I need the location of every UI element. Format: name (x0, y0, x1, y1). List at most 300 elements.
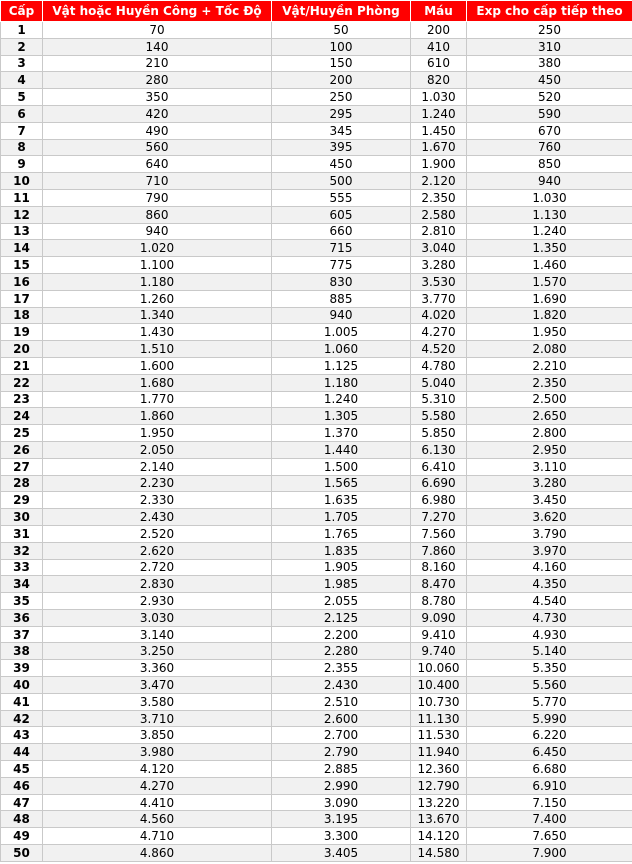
cell-defense: 200 (272, 72, 411, 89)
cell-defense: 555 (272, 189, 411, 206)
table-row (1, 509, 632, 526)
cell-level: 11 (1, 189, 43, 206)
header-exp-next: Exp cho cấp tiếp theo (467, 1, 632, 22)
table-row (1, 559, 632, 576)
cell-exp-next: 250 (467, 22, 632, 39)
cell-hp: 13.670 (411, 811, 467, 828)
table-row (1, 324, 632, 341)
table-body (1, 22, 632, 862)
cell-hp: 6.690 (411, 475, 467, 492)
cell-attack-speed: 4.560 (43, 811, 272, 828)
cell-attack-speed: 280 (43, 72, 272, 89)
cell-attack-speed: 1.340 (43, 307, 272, 324)
cell-exp-next: 520 (467, 89, 632, 106)
cell-defense: 1.985 (272, 576, 411, 593)
cell-hp: 1.670 (411, 139, 467, 156)
cell-hp: 3.040 (411, 240, 467, 257)
cell-exp-next: 2.080 (467, 341, 632, 358)
table-row (1, 593, 632, 610)
cell-level: 7 (1, 122, 43, 139)
cell-exp-next: 5.140 (467, 643, 632, 660)
table-row (1, 761, 632, 778)
cell-defense: 940 (272, 307, 411, 324)
cell-defense: 3.405 (272, 845, 411, 862)
cell-exp-next: 5.770 (467, 693, 632, 710)
table-row (1, 542, 632, 559)
cell-defense: 2.055 (272, 593, 411, 610)
cell-level: 20 (1, 341, 43, 358)
cell-attack-speed: 1.020 (43, 240, 272, 257)
table-row (1, 845, 632, 862)
cell-hp: 8.160 (411, 559, 467, 576)
cell-level: 12 (1, 206, 43, 223)
cell-level: 50 (1, 845, 43, 862)
cell-defense: 2.510 (272, 693, 411, 710)
cell-hp: 8.470 (411, 576, 467, 593)
cell-level: 18 (1, 307, 43, 324)
cell-level: 9 (1, 156, 43, 173)
cell-exp-next: 6.220 (467, 727, 632, 744)
cell-level: 23 (1, 391, 43, 408)
cell-defense: 395 (272, 139, 411, 156)
cell-exp-next: 4.730 (467, 609, 632, 626)
cell-hp: 4.520 (411, 341, 467, 358)
cell-level: 25 (1, 425, 43, 442)
cell-attack-speed: 3.470 (43, 677, 272, 694)
cell-defense: 2.600 (272, 710, 411, 727)
cell-hp: 6.130 (411, 441, 467, 458)
table-row (1, 307, 632, 324)
cell-defense: 345 (272, 122, 411, 139)
cell-hp: 1.240 (411, 105, 467, 122)
cell-hp: 10.060 (411, 660, 467, 677)
cell-level: 27 (1, 458, 43, 475)
cell-hp: 5.040 (411, 374, 467, 391)
cell-level: 48 (1, 811, 43, 828)
cell-hp: 6.980 (411, 492, 467, 509)
table-row (1, 341, 632, 358)
cell-defense: 1.835 (272, 542, 411, 559)
cell-attack-speed: 1.680 (43, 374, 272, 391)
cell-exp-next: 6.910 (467, 777, 632, 794)
cell-attack-speed: 2.930 (43, 593, 272, 610)
cell-attack-speed: 1.510 (43, 341, 272, 358)
table-row (1, 189, 632, 206)
cell-hp: 12.360 (411, 761, 467, 778)
table-row (1, 240, 632, 257)
cell-defense: 450 (272, 156, 411, 173)
cell-level: 38 (1, 643, 43, 660)
cell-level: 40 (1, 677, 43, 694)
cell-defense: 1.305 (272, 408, 411, 425)
table-row (1, 525, 632, 542)
cell-level: 39 (1, 660, 43, 677)
cell-level: 42 (1, 710, 43, 727)
cell-exp-next: 1.950 (467, 324, 632, 341)
table-row (1, 492, 632, 509)
header-hp: Máu (411, 1, 467, 22)
table-row (1, 72, 632, 89)
cell-level: 14 (1, 240, 43, 257)
cell-attack-speed: 420 (43, 105, 272, 122)
cell-defense: 250 (272, 89, 411, 106)
cell-attack-speed: 2.330 (43, 492, 272, 509)
cell-level: 37 (1, 626, 43, 643)
cell-level: 34 (1, 576, 43, 593)
table-row (1, 626, 632, 643)
cell-exp-next: 850 (467, 156, 632, 173)
cell-exp-next: 5.560 (467, 677, 632, 694)
table-row (1, 425, 632, 442)
cell-defense: 775 (272, 257, 411, 274)
cell-attack-speed: 1.860 (43, 408, 272, 425)
table-row (1, 206, 632, 223)
cell-hp: 2.810 (411, 223, 467, 240)
cell-exp-next: 4.160 (467, 559, 632, 576)
cell-attack-speed: 210 (43, 55, 272, 72)
cell-hp: 4.020 (411, 307, 467, 324)
table-row (1, 794, 632, 811)
table-row (1, 643, 632, 660)
cell-level: 15 (1, 257, 43, 274)
cell-exp-next: 1.030 (467, 189, 632, 206)
cell-defense: 1.705 (272, 509, 411, 526)
cell-attack-speed: 4.270 (43, 777, 272, 794)
cell-exp-next: 1.350 (467, 240, 632, 257)
cell-defense: 2.885 (272, 761, 411, 778)
cell-exp-next: 1.240 (467, 223, 632, 240)
cell-defense: 3.090 (272, 794, 411, 811)
cell-hp: 6.410 (411, 458, 467, 475)
cell-exp-next: 7.150 (467, 794, 632, 811)
cell-hp: 9.410 (411, 626, 467, 643)
table-row (1, 744, 632, 761)
cell-defense: 1.370 (272, 425, 411, 442)
cell-defense: 2.790 (272, 744, 411, 761)
cell-defense: 605 (272, 206, 411, 223)
cell-exp-next: 2.500 (467, 391, 632, 408)
cell-defense: 2.355 (272, 660, 411, 677)
cell-level: 45 (1, 761, 43, 778)
cell-attack-speed: 4.860 (43, 845, 272, 862)
cell-attack-speed: 3.710 (43, 710, 272, 727)
cell-exp-next: 1.570 (467, 273, 632, 290)
cell-exp-next: 1.130 (467, 206, 632, 223)
cell-defense: 2.700 (272, 727, 411, 744)
table-row (1, 139, 632, 156)
cell-defense: 1.440 (272, 441, 411, 458)
cell-exp-next: 2.950 (467, 441, 632, 458)
cell-level: 10 (1, 173, 43, 190)
cell-hp: 8.780 (411, 593, 467, 610)
cell-exp-next: 670 (467, 122, 632, 139)
table-row (1, 55, 632, 72)
cell-defense: 50 (272, 22, 411, 39)
cell-attack-speed: 1.770 (43, 391, 272, 408)
cell-defense: 1.565 (272, 475, 411, 492)
header-row (1, 1, 632, 22)
cell-level: 3 (1, 55, 43, 72)
cell-exp-next: 7.900 (467, 845, 632, 862)
cell-level: 41 (1, 693, 43, 710)
cell-hp: 7.560 (411, 525, 467, 542)
cell-defense: 500 (272, 173, 411, 190)
cell-attack-speed: 2.430 (43, 509, 272, 526)
header-attack-speed: Vật hoặc Huyền Công + Tốc Độ (43, 1, 272, 22)
cell-attack-speed: 4.120 (43, 761, 272, 778)
cell-hp: 5.580 (411, 408, 467, 425)
cell-attack-speed: 2.230 (43, 475, 272, 492)
cell-hp: 11.130 (411, 710, 467, 727)
cell-exp-next: 2.800 (467, 425, 632, 442)
cell-attack-speed: 790 (43, 189, 272, 206)
cell-attack-speed: 2.720 (43, 559, 272, 576)
cell-defense: 1.060 (272, 341, 411, 358)
cell-attack-speed: 2.140 (43, 458, 272, 475)
cell-exp-next: 5.350 (467, 660, 632, 677)
table-row (1, 609, 632, 626)
cell-level: 1 (1, 22, 43, 39)
cell-hp: 3.280 (411, 257, 467, 274)
table-row (1, 89, 632, 106)
cell-hp: 1.030 (411, 89, 467, 106)
cell-defense: 1.180 (272, 374, 411, 391)
cell-defense: 2.280 (272, 643, 411, 660)
cell-defense: 295 (272, 105, 411, 122)
cell-hp: 7.270 (411, 509, 467, 526)
cell-level: 30 (1, 509, 43, 526)
cell-exp-next: 2.350 (467, 374, 632, 391)
cell-defense: 830 (272, 273, 411, 290)
cell-exp-next: 4.540 (467, 593, 632, 610)
cell-hp: 4.780 (411, 357, 467, 374)
cell-exp-next: 3.970 (467, 542, 632, 559)
cell-level: 43 (1, 727, 43, 744)
cell-defense: 150 (272, 55, 411, 72)
cell-exp-next: 7.650 (467, 828, 632, 845)
cell-hp: 11.940 (411, 744, 467, 761)
table-row (1, 828, 632, 845)
table-row (1, 38, 632, 55)
cell-exp-next: 450 (467, 72, 632, 89)
cell-attack-speed: 70 (43, 22, 272, 39)
cell-level: 24 (1, 408, 43, 425)
cell-attack-speed: 1.260 (43, 290, 272, 307)
cell-hp: 10.400 (411, 677, 467, 694)
cell-attack-speed: 940 (43, 223, 272, 240)
table-row (1, 374, 632, 391)
table-row (1, 357, 632, 374)
cell-exp-next: 590 (467, 105, 632, 122)
cell-attack-speed: 4.710 (43, 828, 272, 845)
cell-defense: 2.430 (272, 677, 411, 694)
table-row (1, 122, 632, 139)
cell-exp-next: 2.650 (467, 408, 632, 425)
cell-defense: 715 (272, 240, 411, 257)
cell-exp-next: 5.990 (467, 710, 632, 727)
table-row (1, 173, 632, 190)
cell-defense: 100 (272, 38, 411, 55)
cell-level: 16 (1, 273, 43, 290)
cell-level: 17 (1, 290, 43, 307)
table-row (1, 257, 632, 274)
cell-defense: 1.765 (272, 525, 411, 542)
cell-level: 2 (1, 38, 43, 55)
cell-hp: 10.730 (411, 693, 467, 710)
cell-defense: 1.240 (272, 391, 411, 408)
cell-hp: 9.740 (411, 643, 467, 660)
cell-defense: 2.125 (272, 609, 411, 626)
cell-attack-speed: 4.410 (43, 794, 272, 811)
cell-level: 29 (1, 492, 43, 509)
cell-exp-next: 760 (467, 139, 632, 156)
cell-level: 46 (1, 777, 43, 794)
cell-defense: 3.195 (272, 811, 411, 828)
cell-level: 36 (1, 609, 43, 626)
table-row (1, 710, 632, 727)
cell-attack-speed: 710 (43, 173, 272, 190)
cell-level: 13 (1, 223, 43, 240)
table-row (1, 223, 632, 240)
cell-attack-speed: 2.620 (43, 542, 272, 559)
table-row (1, 105, 632, 122)
table-row (1, 475, 632, 492)
cell-level: 5 (1, 89, 43, 106)
cell-attack-speed: 1.600 (43, 357, 272, 374)
cell-defense: 3.300 (272, 828, 411, 845)
cell-hp: 410 (411, 38, 467, 55)
cell-defense: 885 (272, 290, 411, 307)
cell-hp: 14.580 (411, 845, 467, 862)
table-row (1, 408, 632, 425)
cell-level: 33 (1, 559, 43, 576)
table-row (1, 727, 632, 744)
table-row (1, 441, 632, 458)
cell-level: 6 (1, 105, 43, 122)
header-defense: Vật/Huyền Phòng (272, 1, 411, 22)
cell-attack-speed: 3.980 (43, 744, 272, 761)
cell-defense: 1.905 (272, 559, 411, 576)
cell-hp: 2.120 (411, 173, 467, 190)
cell-level: 44 (1, 744, 43, 761)
cell-hp: 13.220 (411, 794, 467, 811)
cell-level: 21 (1, 357, 43, 374)
cell-attack-speed: 1.950 (43, 425, 272, 442)
cell-defense: 1.500 (272, 458, 411, 475)
table-row (1, 811, 632, 828)
cell-level: 35 (1, 593, 43, 610)
table-row (1, 156, 632, 173)
header-level: Cấp (1, 1, 43, 22)
cell-defense: 1.005 (272, 324, 411, 341)
cell-hp: 3.770 (411, 290, 467, 307)
cell-exp-next: 3.790 (467, 525, 632, 542)
cell-exp-next: 6.680 (467, 761, 632, 778)
cell-defense: 1.635 (272, 492, 411, 509)
cell-attack-speed: 1.180 (43, 273, 272, 290)
table-row (1, 777, 632, 794)
cell-attack-speed: 3.580 (43, 693, 272, 710)
cell-hp: 1.900 (411, 156, 467, 173)
cell-hp: 4.270 (411, 324, 467, 341)
cell-defense: 2.200 (272, 626, 411, 643)
cell-attack-speed: 640 (43, 156, 272, 173)
cell-defense: 660 (272, 223, 411, 240)
cell-exp-next: 1.820 (467, 307, 632, 324)
cell-level: 47 (1, 794, 43, 811)
cell-exp-next: 3.110 (467, 458, 632, 475)
cell-attack-speed: 2.050 (43, 441, 272, 458)
cell-attack-speed: 560 (43, 139, 272, 156)
table-row (1, 458, 632, 475)
table-row (1, 290, 632, 307)
cell-attack-speed: 2.520 (43, 525, 272, 542)
cell-hp: 2.580 (411, 206, 467, 223)
table-row (1, 677, 632, 694)
cell-level: 26 (1, 441, 43, 458)
cell-exp-next: 4.350 (467, 576, 632, 593)
table-row (1, 22, 632, 39)
cell-hp: 14.120 (411, 828, 467, 845)
cell-hp: 5.850 (411, 425, 467, 442)
cell-hp: 200 (411, 22, 467, 39)
cell-defense: 2.990 (272, 777, 411, 794)
cell-level: 19 (1, 324, 43, 341)
cell-attack-speed: 860 (43, 206, 272, 223)
cell-exp-next: 3.450 (467, 492, 632, 509)
cell-hp: 12.790 (411, 777, 467, 794)
cell-hp: 2.350 (411, 189, 467, 206)
cell-exp-next: 6.450 (467, 744, 632, 761)
cell-level: 32 (1, 542, 43, 559)
cell-exp-next: 1.690 (467, 290, 632, 307)
cell-level: 22 (1, 374, 43, 391)
cell-attack-speed: 3.030 (43, 609, 272, 626)
cell-defense: 1.125 (272, 357, 411, 374)
cell-attack-speed: 140 (43, 38, 272, 55)
table-row (1, 660, 632, 677)
cell-hp: 820 (411, 72, 467, 89)
cell-level: 4 (1, 72, 43, 89)
cell-exp-next: 1.460 (467, 257, 632, 274)
cell-hp: 1.450 (411, 122, 467, 139)
cell-attack-speed: 490 (43, 122, 272, 139)
cell-attack-speed: 2.830 (43, 576, 272, 593)
table-row (1, 391, 632, 408)
cell-attack-speed: 3.250 (43, 643, 272, 660)
table-row (1, 693, 632, 710)
cell-hp: 3.530 (411, 273, 467, 290)
cell-exp-next: 940 (467, 173, 632, 190)
cell-hp: 610 (411, 55, 467, 72)
cell-hp: 7.860 (411, 542, 467, 559)
cell-exp-next: 2.210 (467, 357, 632, 374)
cell-attack-speed: 3.850 (43, 727, 272, 744)
cell-exp-next: 3.280 (467, 475, 632, 492)
table-row (1, 576, 632, 593)
table-row (1, 273, 632, 290)
cell-level: 49 (1, 828, 43, 845)
cell-attack-speed: 3.140 (43, 626, 272, 643)
cell-hp: 11.530 (411, 727, 467, 744)
cell-exp-next: 4.930 (467, 626, 632, 643)
cell-level: 31 (1, 525, 43, 542)
cell-exp-next: 3.620 (467, 509, 632, 526)
cell-attack-speed: 1.100 (43, 257, 272, 274)
cell-exp-next: 310 (467, 38, 632, 55)
cell-hp: 9.090 (411, 609, 467, 626)
cell-level: 8 (1, 139, 43, 156)
